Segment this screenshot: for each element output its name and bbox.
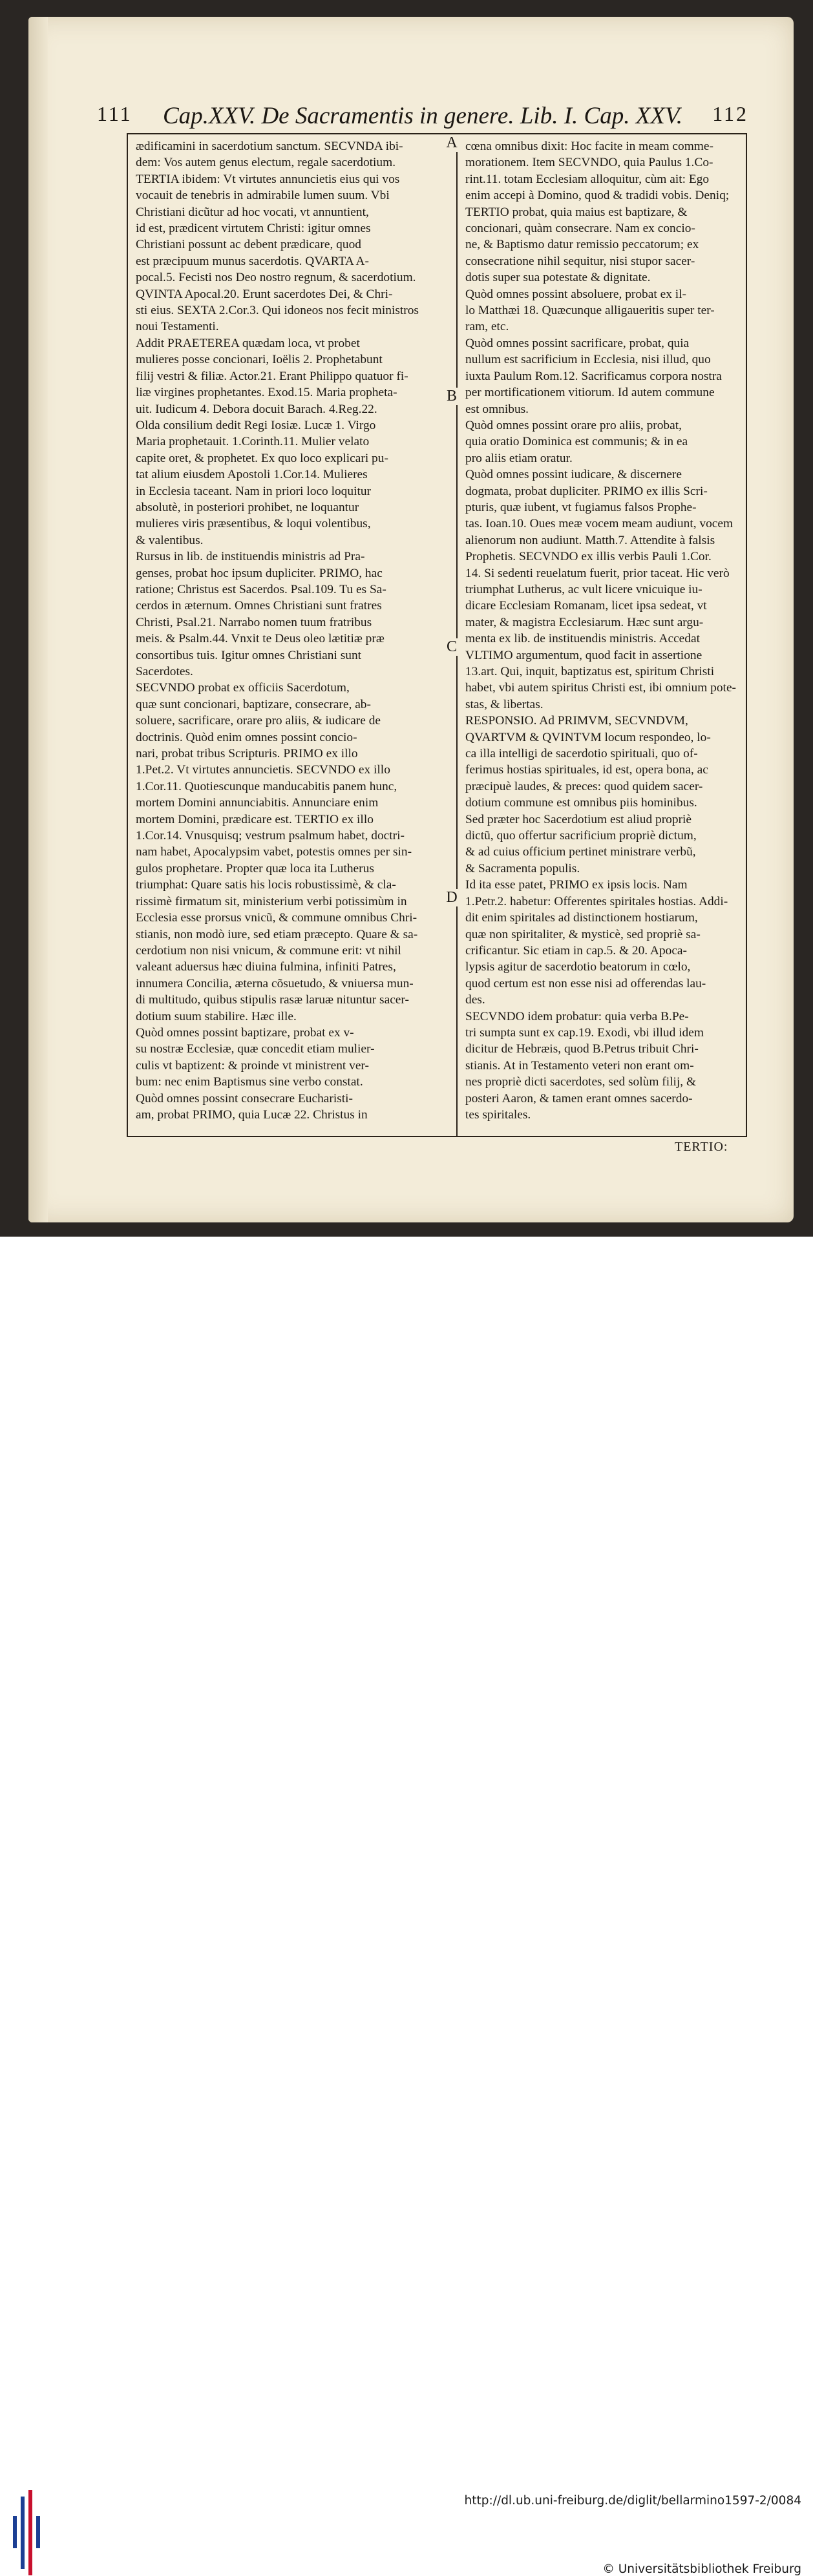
text-line: præcipuè laudes, & preces: quod quidem sacer- xyxy=(465,779,703,793)
text-line: posteri Aaron, & tamen erant omnes sacerdo- xyxy=(465,1091,693,1105)
text-line: Olda consilium dedit Regi Iosiæ. Lucæ 1. Virgo xyxy=(136,418,376,432)
text-line: 1.Cor.11. Quotiescunque manducabitis panem hunc, xyxy=(136,779,397,793)
text-line: innumera Concilia, æterna cõsuetudo, & vniuersa mun- xyxy=(136,976,414,990)
text-line: tes spiritales. xyxy=(465,1107,531,1122)
text-line: dem: Vos autem genus electum, regale sacerdotium. xyxy=(136,156,396,170)
text-line: stianis. At in Testamento veteri non erant om- xyxy=(465,1058,694,1073)
text-line: gulos prophetare. Propter quæ loca ita Lutherus xyxy=(136,861,374,875)
text-line: Ecclesia esse prorsus vnicũ, & commune omnibus Chri- xyxy=(136,911,417,925)
text-line: uit. Iudicum 4. Debora docuit Barach. 4.Reg.22. xyxy=(136,402,377,416)
text-line: cerdos in æternum. Omnes Christiani sunt fratres xyxy=(136,599,382,613)
text-line: dit enim spiritales ad distinctionem hostiarum, xyxy=(465,911,698,925)
text-line: mortem Domini annunciabitis. Annunciare enim xyxy=(136,796,379,810)
text-line: habet, vbi autem spiritus Christi est, ibi omnium pote- xyxy=(465,681,737,695)
section-letter-c: C xyxy=(442,638,461,656)
text-line: 1.Pet.2. Vt virtutes annuncietis. SECVNDO ex illo xyxy=(136,763,390,777)
text-line: cœna omnibus dixit: Hoc facite in meam comme- xyxy=(465,140,713,153)
text-line: Quòd omnes possint baptizare, probat ex v- xyxy=(136,1025,354,1040)
text-line: consecratione nihil sequitur, nisi stupor sacer- xyxy=(465,254,695,268)
text-line: QVINTA Apocal.20. Erunt sacerdotes Dei, & Chri- xyxy=(136,287,393,301)
text-line: quod certum est non esse nisi ad offerendas lau- xyxy=(465,976,706,990)
text-line: absolutè, in posteriori prohibet, ne loquantur xyxy=(136,500,359,514)
text-line: vocauit de tenebris in admirabile lumen suum. Vbi xyxy=(136,189,390,203)
text-line: pturis, quæ iubent, vt fugiamus falsos Prophe- xyxy=(465,500,697,514)
text-line: doctrinis. Quòd enim omnes possint concio- xyxy=(136,730,357,744)
text-line: noui Testamenti. xyxy=(136,320,219,334)
text-line: & ad cuius officium pertinet ministrare verbũ, xyxy=(465,845,696,859)
text-line: dotium commune est omnibus piis hominibus. xyxy=(465,796,697,810)
text-line: rint.11. totam Ecclesiam alloquitur, cùm ait: Ego xyxy=(465,172,710,186)
viewer-footer xyxy=(0,1237,813,2576)
text-line: Addit PRAETEREA quædam loca, vt probet xyxy=(136,336,360,350)
text-line: meis. & Psalm.44. Vnxit te Deus oleo lætitiæ præ xyxy=(136,632,385,646)
scan-background xyxy=(0,0,813,1237)
text-line: lypsis agitur de sacerdotio beatorum in cœlo, xyxy=(465,960,691,974)
text-line: quia oratio Dominica est communis; & in ea xyxy=(465,435,688,449)
text-line: sti eius. SEXTA 2.Cor.3. Qui idoneos nos fecit ministros xyxy=(136,304,419,318)
text-line: nari, probat tribus Scripturis. PRIMO ex illo xyxy=(136,747,358,761)
text-line: Quòd omnes possint sacrificare, probat, quia xyxy=(465,336,690,350)
text-line: ratione; Christus est Sacerdos. Psal.109. Tu es Sa- xyxy=(136,582,386,596)
section-letter-a: A xyxy=(442,134,461,152)
text-line: culis vt baptizent: & proinde vt ministrent ver- xyxy=(136,1058,369,1073)
catchword: TERTIO: xyxy=(675,1140,728,1154)
text-line: Quòd omnes possint consecrare Eucharisti- xyxy=(136,1091,354,1105)
text-line: triumphat: Quare satis his locis robustissimè, & cla- xyxy=(136,878,396,892)
text-line: RESPONSIO. Ad PRIMVM, SECVNDVM, xyxy=(465,714,688,728)
text-line: mater, & magistra Ecclesiarum. Hæc sunt argu- xyxy=(465,615,704,629)
text-line: am, probat PRIMO, quia Lucæ 22. Christus in xyxy=(136,1107,368,1122)
text-line: ram, etc. xyxy=(465,320,509,334)
text-line: pro aliis etiam oratur. xyxy=(465,451,573,465)
text-line: lo Matthæi 18. Quæcunque alligaueritis super ter- xyxy=(465,304,715,318)
text-line: di multitudo, quibus stipulis rasæ laruæ nituntur sacer- xyxy=(136,993,409,1007)
text-line: iuxta Paulum Rom.12. Sacrificamus corpora nostra xyxy=(465,369,722,383)
text-line: tat alium eiusdem Apostoli 1.Cor.14. Mulieres xyxy=(136,468,368,482)
text-line: crificantur. Sic etiam in cap.5. & 20. Apoca- xyxy=(465,943,687,958)
text-line: soluere, sacrificare, orare pro aliis, & iudicare de xyxy=(136,714,381,728)
text-line: dictũ, quo offertur sacrificium propriè dictum, xyxy=(465,829,697,843)
text-line: morationem. Item SECVNDO, quia Paulus 1.Co- xyxy=(465,156,713,170)
text-line: dicare Ecclesiam Romanam, licet ipsa sedeat, vt xyxy=(465,599,707,613)
text-line: su nostræ Ecclesiæ, quæ concedit etiam mulier- xyxy=(136,1042,375,1056)
text-line: stianis, non modò iure, sed etiam præcepto. Quare & sa- xyxy=(136,927,418,941)
text-line: valeant aduersus hæc diuina fulmina, infiniti Patres, xyxy=(136,960,396,974)
section-letter-b: B xyxy=(442,388,461,405)
text-line: Christi, Psal.21. Narrabo nomen tuum fratribus xyxy=(136,615,372,629)
text-line: ædificamini in sacerdotium sanctum. SECVNDA ibi- xyxy=(136,140,403,153)
text-line: tas. Ioan.10. Oues meæ vocem meam audiunt, vocem xyxy=(465,517,734,531)
text-line: nullum est sacrificium in Ecclesia, nisi illud, quo xyxy=(465,353,711,367)
text-line: nes propriè dicti sacerdotes, sed solùm filij, & xyxy=(465,1075,697,1089)
running-head-title: Cap.XXV. De Sacramentis in genere. Lib. I. Cap. XXV. xyxy=(163,103,682,129)
text-line: 14. Si sedenti reuelatum fuerit, prior taceat. Hic verò xyxy=(465,566,730,580)
text-line: consortibus tuis. Igitur omnes Christiani sunt xyxy=(136,648,362,662)
permalink-url[interactable]: http://dl.ub.uni-freiburg.de/diglit/bellarmino1597-2/0084 xyxy=(464,2494,801,2508)
text-line: Maria prophetauit. 1.Corinth.11. Mulier velato xyxy=(136,435,370,449)
text-line: mulieres viris præsentibus, & loqui volentibus, xyxy=(136,517,371,531)
text-line: quæ non spiritaliter, & mysticè, sed propriè sa- xyxy=(465,927,701,941)
text-line: dogmata, probat dupliciter. PRIMO ex illis Scri- xyxy=(465,484,708,498)
text-column-right xyxy=(465,138,739,1123)
running-head xyxy=(97,102,748,133)
text-line: filij vestri & filiæ. Actor.21. Erant Philippo quatuor fi- xyxy=(136,369,408,383)
text-line: Quòd omnes possint orare pro aliis, probat, xyxy=(465,418,682,432)
text-line: bum: nec enim Baptismus sine verbo constat. xyxy=(136,1075,363,1089)
text-line: stas, & libertas. xyxy=(465,697,544,711)
text-line: Sed præter hoc Sacerdotium est aliud propriè xyxy=(465,812,692,826)
text-line: TERTIO probat, quia maius est baptizare, & xyxy=(465,205,688,219)
text-line: capite oret, & prophetet. Ex quo loco explicari pu- xyxy=(136,451,388,465)
copyright-notice: © Universitätsbibliothek Freiburg xyxy=(602,2562,801,2576)
text-line: est omnibus. xyxy=(465,402,529,416)
text-line: Christiani dicũtur ad hoc vocati, vt annuntient, xyxy=(136,205,369,219)
text-line: dicitur de Hebræis, quod B.Petrus tribuit Chri- xyxy=(465,1042,699,1056)
text-line: Id ita esse patet, PRIMO ex ipsis locis. Nam xyxy=(465,878,688,892)
text-line: Rursus in lib. de instituendis ministris ad Pra- xyxy=(136,550,365,564)
column-divider xyxy=(456,134,458,1136)
text-column-left xyxy=(136,138,447,1123)
folio-right: 112 xyxy=(712,102,748,125)
text-line: Sacerdotes. xyxy=(136,665,193,678)
text-line: SECVNDO idem probatur: quia verba B.Pe- xyxy=(465,1009,689,1023)
text-line: Prophetis. SECVNDO ex illis verbis Pauli 1.Cor. xyxy=(465,550,712,564)
text-line: concionari, quàm consecrare. Nam ex concio- xyxy=(465,222,695,236)
section-letter-d: D xyxy=(442,889,461,906)
text-line: liæ virgines prophetantes. Exod.15. Maria propheta- xyxy=(136,386,397,400)
text-line: triumphat Lutherus, ac vult licere vnicuique iu- xyxy=(465,582,702,596)
text-line: rissimè firmatum sit, ministerium verbi potissimùm in xyxy=(136,894,407,908)
text-line: quæ sunt concionari, baptizare, consecrare, ab- xyxy=(136,697,371,711)
text-line: nam habet, Apocalypsim vabet, potestis omnes per sin- xyxy=(136,845,412,859)
text-line: ferimus hostias spirituales, id est, opera bona, ac xyxy=(465,763,708,777)
text-line: est præcipuum munus sacerdotis. QVARTA A- xyxy=(136,254,370,268)
text-line: des. xyxy=(465,993,485,1007)
text-line: & valentibus. xyxy=(136,533,204,547)
text-line: TERTIA ibidem: Vt virtutes annuncietis eius qui vos xyxy=(136,172,400,186)
text-line: menta ex lib. de instituendis ministris. Accedat xyxy=(465,632,700,646)
text-line: ne, & Baptismo datur remissio peccatorum; ex xyxy=(465,238,699,252)
text-line: SECVNDO probat ex officiis Sacerdotum, xyxy=(136,681,350,695)
text-line: Quòd omnes possint iudicare, & discernere xyxy=(465,468,682,482)
text-line: in Ecclesia taceant. Nam in priori loco loquitur xyxy=(136,484,371,498)
text-line: id est, prædicent virtutem Christi: igitur omnes xyxy=(136,222,371,236)
text-line: dotium suum stabilire. Hæc ille. xyxy=(136,1009,297,1023)
text-line: 1.Petr.2. habetur: Offerentes spiritales hostias. Addi- xyxy=(465,894,728,908)
text-line: Christiani possunt ac debent prædicare, quod xyxy=(136,238,361,252)
text-line: 13.art. Qui, inquit, baptizatus est, spiritum Christi xyxy=(465,665,715,678)
text-line: per mortificationem vitiorum. Id autem commune xyxy=(465,386,715,400)
library-logo-icon xyxy=(13,2490,41,2575)
text-line: QVARTVM & QVINTVM locum respondeo, lo- xyxy=(465,730,711,744)
text-line: tri sumpta sunt ex cap.19. Exodi, vbi illud idem xyxy=(465,1025,704,1040)
text-line: 1.Cor.14. Vnusquisq; vestrum psalmum habet, doctri- xyxy=(136,829,405,843)
text-line: mortem Domini, prædicare est. TERTIO ex illo xyxy=(136,812,374,826)
text-line: ca illa intelligi de sacerdotio spirituali, quo of- xyxy=(465,747,698,761)
text-line: & Sacramenta populis. xyxy=(465,861,580,875)
text-line: genses, probat hoc ipsum dupliciter. PRIMO, hac xyxy=(136,566,383,580)
page-gutter xyxy=(28,17,48,1222)
text-frame xyxy=(127,133,747,1137)
text-line: alienorum non audiunt. Matth.7. Attendite à falsis xyxy=(465,533,715,547)
text-line: mulieres posse concionari, Ioëlis 2. Prophetabunt xyxy=(136,353,383,367)
text-line: Quòd omnes possint absoluere, probat ex il- xyxy=(465,287,686,301)
text-line: VLTIMO argumentum, quod facit in assertione xyxy=(465,648,702,662)
text-line: dotis super sua potestate & dignitate. xyxy=(465,271,651,285)
text-line: pocal.5. Fecisti nos Deo nostro regnum, & sacerdotium. xyxy=(136,271,416,285)
folio-left: 111 xyxy=(97,102,132,125)
text-line: cerdotium non nisi vnicum, & commune erit: vt nihil xyxy=(136,943,401,958)
text-line: enim accepi à Domino, quod & tradidi vobis. Deniq; xyxy=(465,189,730,203)
